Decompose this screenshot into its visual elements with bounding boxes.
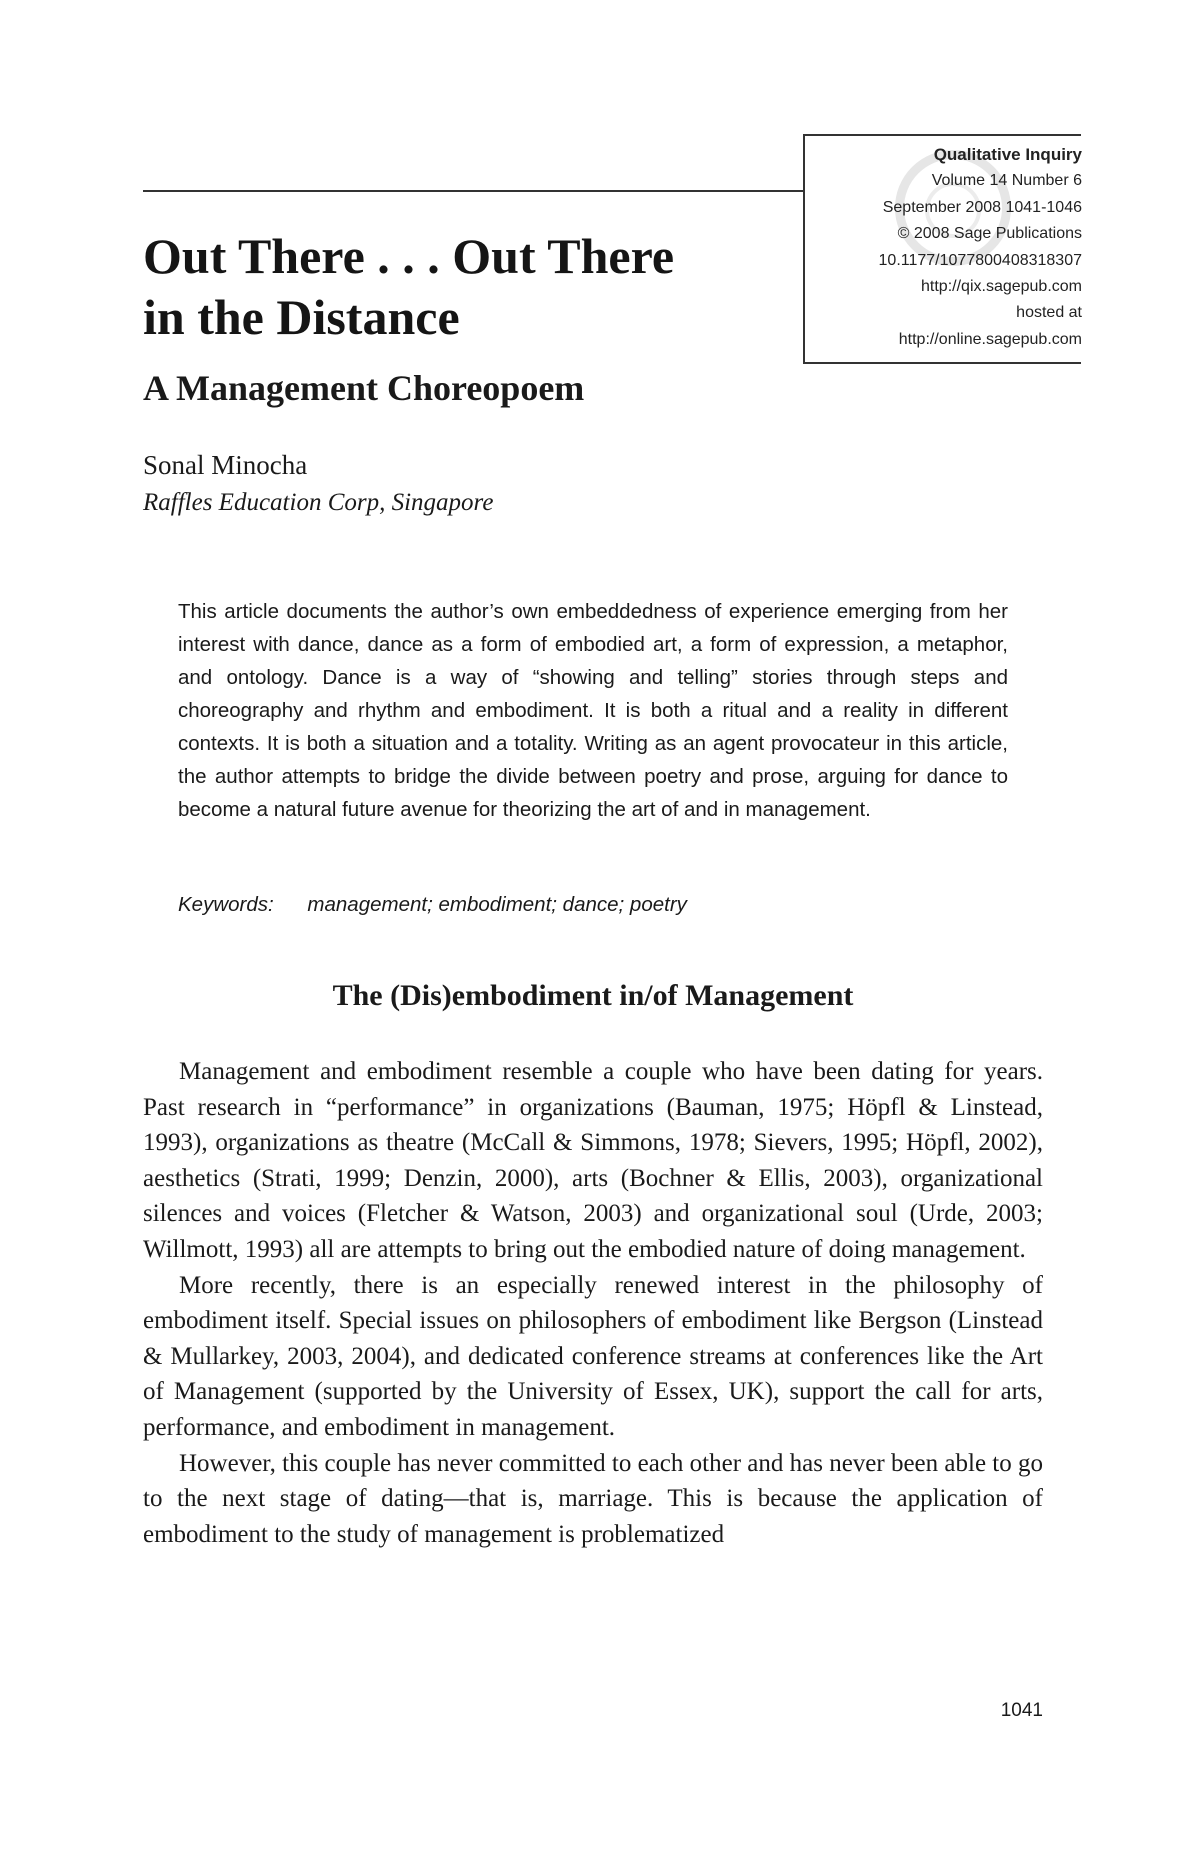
title-line-1: Out There . . . Out There [143, 228, 675, 284]
title-line-2: in the Distance [143, 289, 460, 345]
online-url-link[interactable]: http://online.sagepub.com [898, 330, 1082, 348]
body-text [143, 1054, 1043, 1552]
journal-volume: Volume 14 Number 6 [931, 172, 1082, 190]
header-rule [143, 190, 803, 192]
body-paragraph: Management and embodiment resemble a couple who have been dating for years. Past research in “performance” in organizations (Bauman, 1975; Höpfl & Linstead, 1993), organizations as theatre (McCall & Simmons, 1978; Sievers, 1995; Höpfl, 2002), aesthetics (Strati, 1999; Denzin, 2000), arts (Bochner & Ellis, 2003), organizational silences and voices (Fletcher & Watson, 2003) and organizational soul (Urde, 2003; Willmott, 1993) all are attempts to bring out the embodied nature of doing management. [143, 1058, 1043, 1263]
author-affiliation: Raffles Education Corp, Singapore [143, 489, 494, 516]
journal-url-link[interactable]: http://qix.sagepub.com [921, 278, 1082, 296]
journal-info [879, 142, 1082, 353]
article-subtitle: A Management Choreopoem [143, 368, 585, 408]
abstract: This article documents the author’s own embeddedness of experience emerging from her interest with dance, dance as a form of embodied art, a form of expression, a metaphor, and ontology. Dance is a way of “showing and telling” stories through steps and choreography and rhythm and embodiment. It is both a ritual and a reality in different contexts. It is both a situation and a totality. Writing as an agent provocateur in this article, the author attempts to bridge the divide between poetry and prose, arguing for dance to become a natural future avenue for theorizing the art of and in management. [178, 600, 1008, 821]
body-paragraph: However, this couple has never committed to each other and has never been able to go to the next stage of dating—that is, marriage. This is because the application of embodiment to the study of management is problematized [143, 1449, 1043, 1548]
article-title [143, 226, 763, 348]
journal-name: Qualitative Inquiry [933, 145, 1082, 164]
body-paragraph: More recently, there is an especially renewed interest in the philosophy of embodiment itself. Special issues on philosophers of embodiment like Bergson (Linstead & Mullarkey, 2003, 2004), and dedicated conference streams at conferences like the Art of Management (supported by the University of Essex, UK), support the call for arts, performance, and embodiment in management. [143, 1271, 1043, 1441]
journal-copyright: © 2008 Sage Publications [897, 225, 1082, 243]
journal-hosted-label: hosted at [1016, 304, 1082, 322]
section-heading: The (Dis)embodiment in/of Management [332, 979, 854, 1012]
keywords-list: management; embodiment; dance; poetry [307, 893, 687, 916]
page-number: 1041 [1000, 1700, 1043, 1721]
author-name: Sonal Minocha [143, 450, 308, 480]
journal-doi[interactable]: 10.1177/1077800408318307 [878, 251, 1082, 269]
keywords [178, 893, 687, 917]
keywords-label: Keywords: [178, 893, 274, 916]
journal-date-pages: September 2008 1041-1046 [882, 198, 1082, 216]
